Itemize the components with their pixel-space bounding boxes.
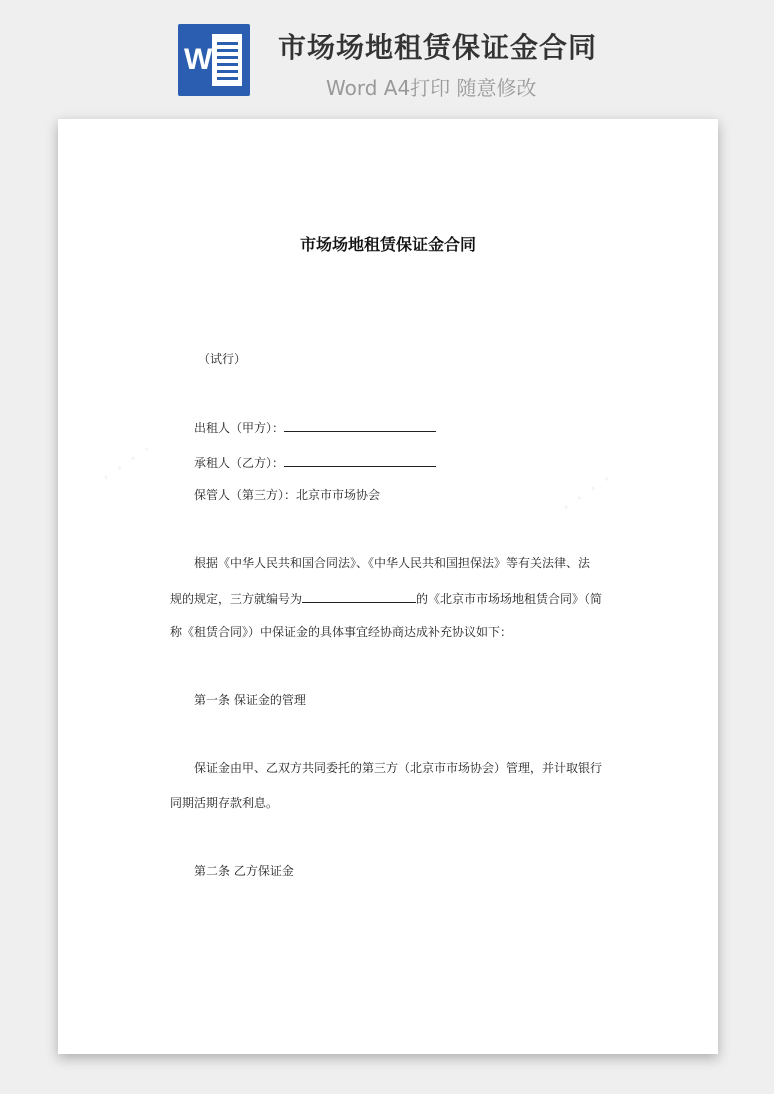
document-title: 市场场地租赁保证金合同 [299, 235, 476, 254]
document-page [58, 119, 718, 1054]
header [0, 0, 774, 118]
party-b-blank[interactable] [284, 454, 436, 467]
trial-note: （试行） [198, 352, 247, 366]
paragraph-1-line-3: 称《租赁合同》）中保证金的具体事宜经协商达成补充协议如下： [170, 625, 513, 639]
word-letter-w: W [184, 43, 213, 76]
party-b-line [194, 454, 436, 470]
article-1-heading: 第一条 保证金的管理 [194, 693, 306, 707]
paragraph-2-line-2: 同期活期存款利息。 [170, 796, 279, 810]
header-title: 市场场地租赁保证金合同 [278, 31, 598, 64]
watermark [95, 435, 160, 493]
watermark [555, 465, 620, 523]
paragraph-2-line-1: 保证金由甲、乙双方共同委托的第三方（北京市市场协会）管理，并计取银行 [194, 761, 603, 775]
word-file-icon [178, 24, 250, 96]
party-b-label: 承租人（乙方）： [194, 456, 285, 470]
contract-number-blank[interactable] [302, 590, 416, 603]
header-subtitle: Word A4打印 随意修改 [326, 76, 537, 100]
article-2-heading: 第二条 乙方保证金 [194, 864, 294, 878]
paragraph-1-line-2: 规的规定，三方就编号为 的《北京市市场场地租赁合同》（简 [170, 592, 603, 606]
party-a-blank[interactable] [284, 419, 436, 432]
paragraph-1-line-1: 根据《中华人民共和国合同法》、《中华人民共和国担保法》等有关法律、法 [194, 556, 591, 570]
party-c-line: 保管人（第三方）：北京市市场协会 [194, 488, 381, 502]
party-a-label: 出租人（甲方）： [194, 421, 285, 435]
party-a-line [194, 419, 436, 435]
